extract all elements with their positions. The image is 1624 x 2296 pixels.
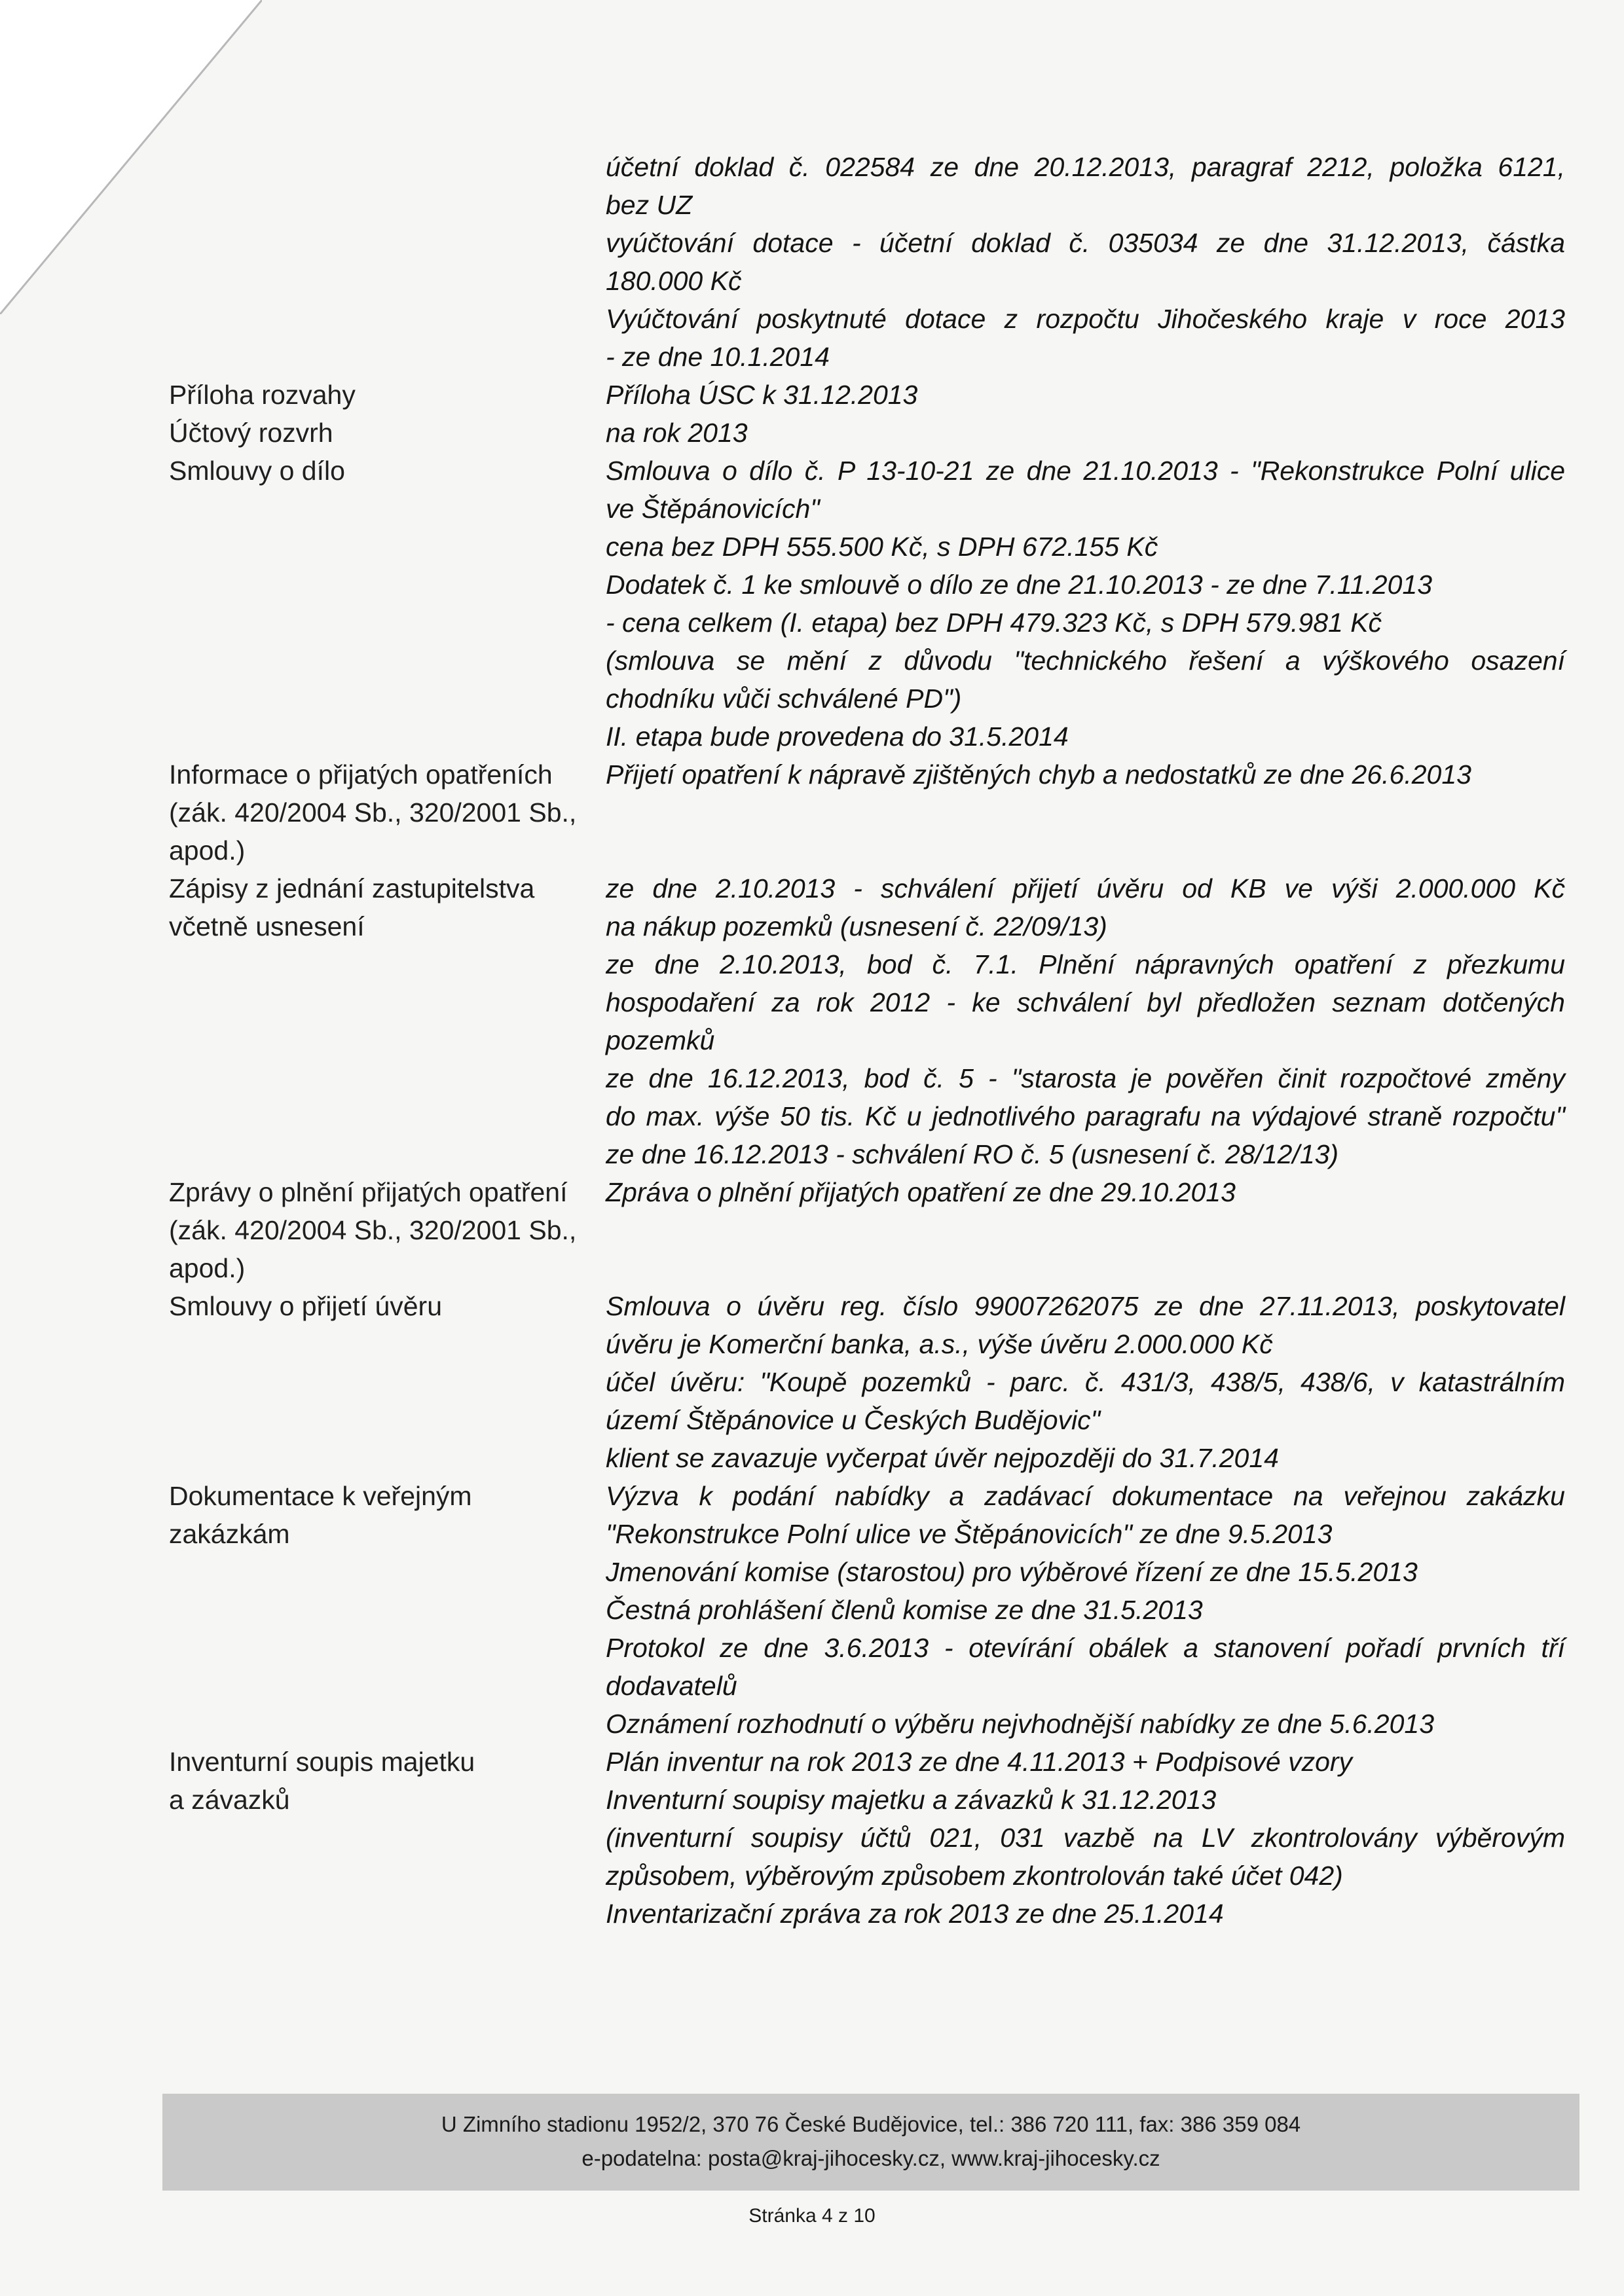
row-value-line: ve Štěpánovicích" (606, 494, 820, 524)
row-value-line: Vyúčtování poskytnuté dotace z rozpočtu Jihočeského kraje v roce 2013 (606, 304, 1565, 334)
row-value-line: II. etapa bude provedena do 31.5.2014 (606, 721, 1069, 752)
row-label-line: Inventurní soupis majetku (169, 1747, 475, 1777)
row-value (606, 1287, 1565, 1477)
row-value-line: na nákup pozemků (usnesení č. 22/09/13) (606, 911, 1107, 941)
row-value-line: chodníku vůči schválené PD") (606, 683, 962, 714)
row-label-line: Smlouvy o přijetí úvěru (169, 1291, 443, 1321)
row-value-line: na rok 2013 (606, 418, 748, 448)
row-value-line: způsobem, výběrovým způsobem zkontrolován také účet 042) (606, 1861, 1343, 1891)
row-value-line: - cena celkem (I. etapa) bez DPH 479.323 Kč, s DPH 579.981 Kč (606, 608, 1382, 638)
row-label (169, 1477, 588, 1553)
row-value (606, 756, 1565, 793)
footer-contact: e-podatelna: posta@kraj-jihocesky.cz, www.kraj-jihocesky.cz (581, 2146, 1160, 2170)
row-value-line: "Rekonstrukce Polní ulice ve Štěpánovicích" ze dne 9.5.2013 (606, 1519, 1333, 1549)
folded-page-corner (0, 0, 262, 314)
row-value-line: do max. výše 50 tis. Kč u jednotlivého paragrafu na výdajové straně rozpočtu" (606, 1101, 1565, 1131)
row-value-line: bez UZ (606, 190, 693, 220)
row-label-line: (zák. 420/2004 Sb., 320/2001 Sb., (169, 1215, 577, 1245)
row-value-line: pozemků (606, 1025, 715, 1055)
row-value-line: - ze dne 10.1.2014 (606, 342, 830, 372)
row-value-line: ze dne 2.10.2013, bod č. 7.1. Plnění nápravných opatření z přezkumu (606, 949, 1565, 979)
row-value-line: 180.000 Kč (606, 266, 742, 296)
footer-address: U Zimního stadionu 1952/2, 370 76 České Budějovice, tel.: 386 720 111, fax: 386 359 084 (441, 2112, 1301, 2136)
row-value-line: Čestná prohlášení členů komise ze dne 31.5.2013 (606, 1595, 1203, 1625)
row-value (606, 452, 1565, 756)
row-value (606, 414, 1565, 452)
row-value-line: Plán inventur na rok 2013 ze dne 4.11.2013 + Podpisové vzory (606, 1747, 1353, 1777)
row-value-line: Inventarizační zpráva za rok 2013 ze dne 25.1.2014 (606, 1899, 1224, 1929)
row-value-line: Dodatek č. 1 ke smlouvě o dílo ze dne 21.10.2013 - ze dne 7.11.2013 (606, 570, 1432, 600)
row-value-line: Výzva k podání nabídky a zadávací dokumentace na veřejnou zakázku (606, 1481, 1565, 1511)
row-value-line: hospodaření za rok 2012 - ke schválení byl předložen seznam dotčených (606, 987, 1565, 1017)
row-value-line: Příloha ÚSC k 31.12.2013 (606, 380, 918, 410)
row-label-line: a závazků (169, 1785, 290, 1815)
row-label-line: (zák. 420/2004 Sb., 320/2001 Sb., (169, 797, 577, 828)
row-value-line: území Štěpánovice u Českých Budějovic" (606, 1405, 1101, 1435)
row-value (606, 869, 1565, 1173)
row-value-line: Jmenování komise (starostou) pro výběrové řízení ze dne 15.5.2013 (606, 1557, 1418, 1587)
row-label-line: Zápisy z jednání zastupitelstva (169, 873, 535, 903)
row-value-line: Oznámení rozhodnutí o výběru nejvhodnější nabídky ze dne 5.6.2013 (606, 1709, 1435, 1739)
row-label-line: apod.) (169, 835, 246, 866)
row-value-line: ze dne 16.12.2013, bod č. 5 - "starosta je pověřen činit rozpočtové změny (606, 1063, 1565, 1093)
row-value (606, 376, 1565, 414)
row-value (606, 1173, 1565, 1211)
row-label (169, 1173, 588, 1287)
row-value-line: dodavatelů (606, 1671, 737, 1701)
row-label (169, 1287, 588, 1325)
row-label-line: Účtový rozvrh (169, 418, 333, 448)
row-label-line: Příloha rozvahy (169, 380, 356, 410)
row-label-line: zakázkám (169, 1519, 290, 1549)
row-value-line: Smlouva o dílo č. P 13-10-21 ze dne 21.10.2013 - "Rekonstrukce Polní ulice (606, 456, 1565, 486)
footer-bar (162, 2094, 1579, 2191)
row-label (169, 1743, 588, 1819)
row-value-line: Inventurní soupisy majetku a závazků k 31.12.2013 (606, 1785, 1217, 1815)
row-value-line: účel úvěru: "Koupě pozemků - parc. č. 431/3, 438/5, 438/6, v katastrálním (606, 1367, 1565, 1397)
row-value-line: Protokol ze dne 3.6.2013 - otevírání obálek a stanovení pořadí prvních tří (606, 1633, 1565, 1663)
page-number: Stránka 4 z 10 (748, 2205, 876, 2227)
row-value-line: úvěru je Komerční banka, a.s., výše úvěru 2.000.000 Kč (606, 1329, 1273, 1359)
row-label (169, 414, 588, 452)
row-label-line: Zprávy o plnění přijatých opatření (169, 1177, 568, 1207)
row-value-line: Zpráva o plnění přijatých opatření ze dne 29.10.2013 (606, 1177, 1236, 1207)
row-value-line: účetní doklad č. 022584 ze dne 20.12.2013, paragraf 2212, položka 6121, (606, 152, 1565, 182)
row-label (169, 376, 588, 414)
row-label (169, 869, 588, 945)
row-value-line: vyúčtování dotace - účetní doklad č. 035034 ze dne 31.12.2013, částka (606, 228, 1565, 258)
row-value-line: ze dne 16.12.2013 - schválení RO č. 5 (usnesení č. 28/12/13) (606, 1139, 1339, 1169)
row-value (606, 148, 1565, 376)
row-value-line: (smlouva se mění z důvodu "technického řešení a výškového osazení (606, 646, 1565, 676)
row-label-line: Informace o přijatých opatřeních (169, 759, 553, 790)
row-value (606, 1743, 1565, 1933)
row-value-line: cena bez DPH 555.500 Kč, s DPH 672.155 Kč (606, 532, 1158, 562)
row-label-line: apod.) (169, 1253, 246, 1283)
row-label (169, 452, 588, 490)
row-value-line: Smlouva o úvěru reg. číslo 99007262075 ze dne 27.11.2013, poskytovatel (606, 1291, 1565, 1321)
row-label (169, 756, 588, 869)
row-label-line: Smlouvy o dílo (169, 456, 345, 486)
row-value-line: klient se zavazuje vyčerpat úvěr nejpozději do 31.7.2014 (606, 1443, 1279, 1473)
row-label-line: včetně usnesení (169, 911, 365, 941)
row-label-line: Dokumentace k veřejným (169, 1481, 472, 1511)
row-value-line: Přijetí opatření k nápravě zjištěných chyb a nedostatků ze dne 26.6.2013 (606, 759, 1471, 790)
row-value-line: ze dne 2.10.2013 - schválení přijetí úvěru od KB ve výši 2.000.000 Kč (606, 873, 1565, 903)
row-value-line: (inventurní soupisy účtů 021, 031 vazbě na LV zkontrolovány výběrovým (606, 1823, 1565, 1853)
row-value (606, 1477, 1565, 1743)
